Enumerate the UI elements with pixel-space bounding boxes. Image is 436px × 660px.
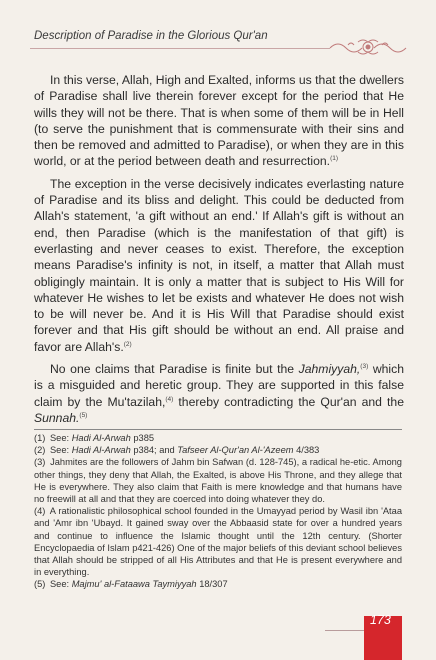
footnote [34, 456, 402, 505]
footnote-text: p385 [130, 433, 155, 443]
page-header [30, 28, 410, 52]
footnote-ref: (1) [330, 155, 339, 163]
footnote-number: (3) [34, 457, 46, 468]
floral-ornament-icon [328, 36, 408, 58]
footnote-ref: (5) [79, 411, 88, 419]
paragraph-text: The exception in the verse decisively indicates everlasting nature of Paradise and its bliss and delight. This could be deducted from Allah's statement, 'a gift without an end.' If Allah's gift is without an end, then Paradise (which is the manifestation of that gift) is everlasting and never ceases to exist. Therefore, the exception means Paradise's infinity is not, in itself, a matter that Allah must obligingly maintain. It is only a matter that is subject to His Will for whatever He wishes to let be exists and whatever He does not wish to be will never be. And it is His Will that Paradise should exist forever and that His gift should be without an end. All praise and favor are Allah's. [34, 176, 404, 354]
footnote-text: A rationalistic philosophical school founded in the Umayyad period by Wasil ibn 'Ataa and 'Amr ibn 'Ubayd. It gained sway over the Abbaasid state for over a hundred years and continue to influence the Islamic thought until the 12th century. (Shorter Encyclopaedia of Islam p421-426) One of the major beliefs of this deviant school believes that Allah should be stripped of all His Attributes and that He is present everywhere and in everything. [34, 506, 402, 578]
footnote-text: See: [49, 579, 72, 590]
paragraph-text: No one claims that Paradise is finite but the [50, 362, 299, 377]
footnote-number: (4) [34, 506, 46, 517]
footnote [34, 505, 402, 578]
footnotes [34, 432, 402, 591]
header-rule [30, 48, 330, 49]
term-jahmiyyah: Jahmiyyah, [298, 362, 361, 377]
footnote [34, 432, 402, 444]
footnote-text: See: [49, 433, 72, 443]
footnote-ref: (2) [123, 340, 132, 348]
footnote-rule [34, 429, 402, 430]
footnote-text: 4/383 [293, 445, 320, 456]
running-title: Description of Paradise in the Glorious Qur'an [34, 30, 268, 42]
paragraph [34, 361, 404, 426]
body-text [34, 72, 404, 426]
footnote-number: (5) [34, 579, 46, 590]
footnote-text: See: [49, 445, 72, 456]
footnote-text: p384; and [130, 445, 178, 456]
footnote-source: Tafseer Al-Qur'an Al-'Azeem [177, 445, 294, 456]
footnote-number: (2) [34, 445, 46, 456]
footnote-source: Hadi Al-Arwah [71, 445, 131, 456]
footnote-source: Hadi Al-Arwah [71, 433, 131, 443]
footnote-number: (1) [34, 433, 46, 443]
paragraph-text: thereby contradicting the Qur'an and the [173, 394, 404, 409]
footnote-ref: (4) [165, 395, 174, 403]
term-sunnah: Sunnah. [34, 410, 80, 425]
footnote-source: Majmu' al-Fataawa Taymiyyah [71, 579, 197, 590]
page-number-rule [325, 630, 365, 631]
paragraph [34, 72, 404, 170]
paragraph-text: In this verse, Allah, High and Exalted, informs us that the dwellers of Paradise shall live therein forever except for the period that He wills they will not be there. That is when some of them will be in Hell (to serve the punishment that is commensurate with their sins and then be removed and admitted to Paradise), or when they are in this world, or at the period between death and resurrection. [34, 73, 404, 169]
footnote [34, 444, 402, 456]
footnote-text: 18/307 [196, 579, 228, 590]
footnote [34, 578, 402, 590]
footnote-ref: (3) [360, 363, 369, 371]
paragraph-text: which is a misguided and heretic group. They are supported in this false claim by the Mu'tazilah, [34, 362, 405, 409]
paragraph [34, 176, 404, 355]
footnote-text: Jahmites are the followers of Jahm bin Safwan (d. 128-745), a radical he-etic. Among other things, they deny that Allah, the Exalted, is above His Throne, and they allege that He is everywhere. They also claim that Faith is mere knowledge and that humans have no freewill at all and that they are coerced into doing whatever they do. [34, 457, 402, 505]
page-number: 173 [370, 613, 391, 627]
